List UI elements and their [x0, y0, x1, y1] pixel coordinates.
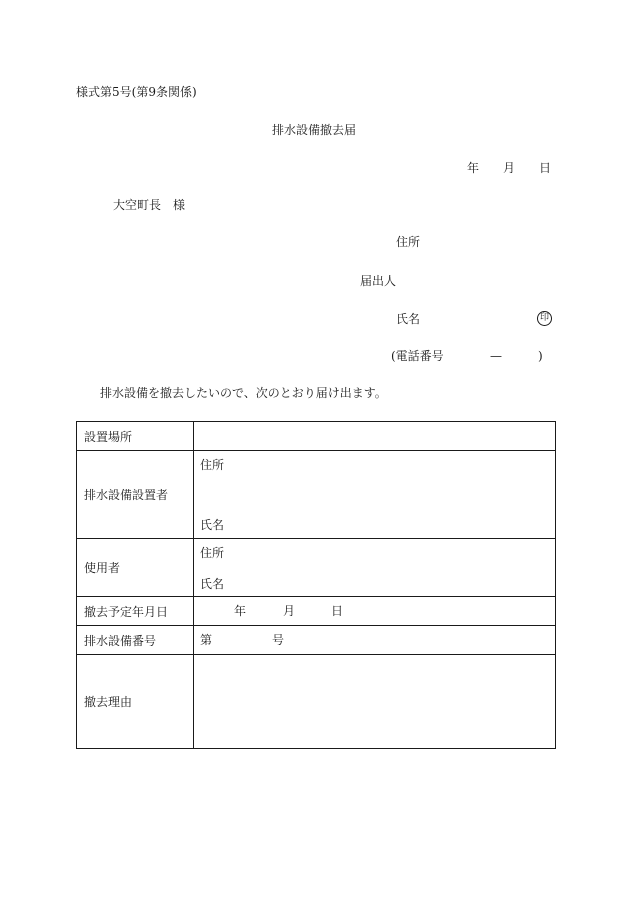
user-name-label: 氏名 — [200, 577, 225, 591]
removal-form-table — [76, 421, 556, 749]
number-suffix: 号 — [272, 633, 285, 647]
applicant-address-label: 住所 — [396, 235, 421, 249]
seal-mark: 印 — [537, 311, 552, 326]
date-year-label: 年 — [467, 161, 480, 175]
installer-name-label: 氏名 — [200, 518, 225, 532]
installer-value[interactable] — [194, 451, 556, 539]
date-day-label: 日 — [539, 161, 552, 175]
removal-day-label: 日 — [331, 604, 344, 618]
installer-label: 排水設備設置者 — [77, 451, 194, 539]
date-month-label: 月 — [503, 161, 516, 175]
installer-address-label: 住所 — [200, 458, 225, 472]
reason-label: 撤去理由 — [77, 655, 194, 749]
applicant-name-label: 氏名 — [396, 312, 421, 326]
user-address-label: 住所 — [200, 546, 225, 560]
phone-dash: — — [490, 349, 502, 363]
location-label: 設置場所 — [77, 422, 194, 451]
removal-date-value[interactable] — [194, 597, 556, 626]
addressee: 大空町長 様 — [113, 198, 186, 212]
equipment-number-label: 排水設備番号 — [77, 626, 194, 655]
statement-text: 排水設備を撤去したいので、次のとおり届け出ます。 — [100, 386, 387, 400]
location-value[interactable] — [194, 422, 556, 451]
removal-year-label: 年 — [234, 604, 247, 618]
table-row-equipment-number — [77, 626, 556, 655]
table-row-user — [77, 539, 556, 597]
form-number: 様式第5号(第9条関係) — [76, 85, 197, 99]
reason-value[interactable] — [194, 655, 556, 749]
table-row-location — [77, 422, 556, 451]
phone-close: ) — [538, 349, 543, 363]
removal-date-label: 撤去予定年月日 — [77, 597, 194, 626]
user-value[interactable] — [194, 539, 556, 597]
table-row-removal-date — [77, 597, 556, 626]
removal-month-label: 月 — [283, 604, 296, 618]
applicant-label: 届出人 — [360, 274, 397, 288]
document-title: 排水設備撤去届 — [272, 123, 357, 137]
number-prefix: 第 — [200, 633, 213, 647]
table-row-installer — [77, 451, 556, 539]
table-row-reason — [77, 655, 556, 749]
phone-label: (電話番号 — [391, 349, 444, 363]
equipment-number-value[interactable] — [194, 626, 556, 655]
user-label: 使用者 — [77, 539, 194, 597]
